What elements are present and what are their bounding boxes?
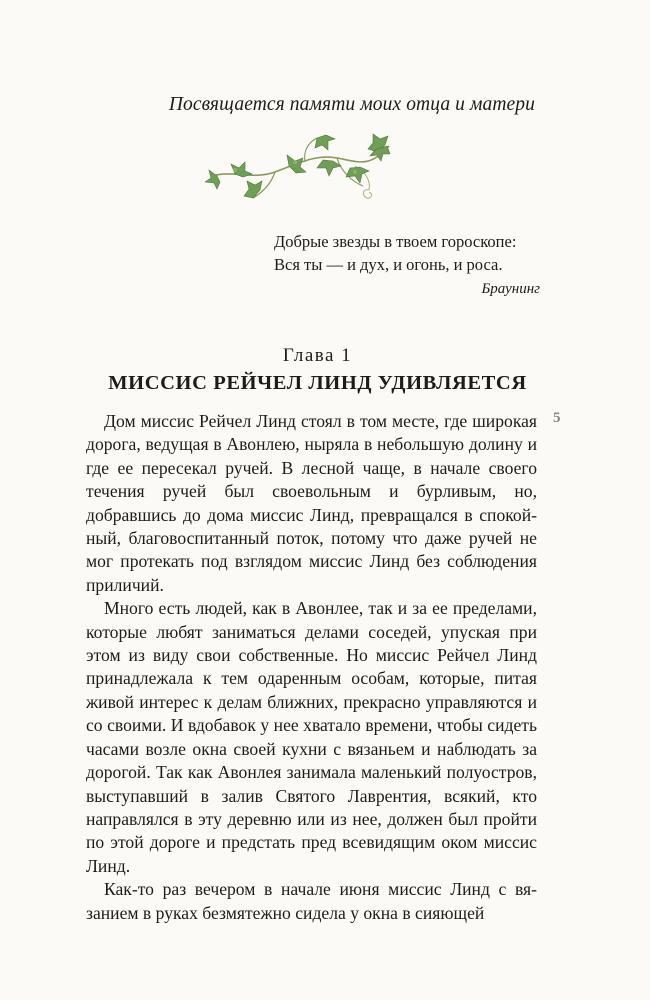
ivy-vine-ornament-icon	[205, 132, 395, 208]
paragraph: Много есть людей, как в Авонлее, так и за ее пределами, которые любят заниматься делами соседей, упуская при этом из виду свои собственные. Но миссис Рейчел Линд принадлежала к тем одаренным особам, которые, питая живой интерес к делам ближних, прекрасно управляются и со своими. И вдобавок у нее хватало времени, чтобы сидеть часами возле окна своей кухни с вязаньем и наблюдать за дорогой. Так как Авонлея занимала маленький полуостров, выступавший в залив Святого Лаврентия, всякий, кто направлялся в эту деревню или из нее, должен был пройти по этой дороге и предстать пред всевидящим оком миссис Линд.	[86, 598, 537, 876]
dedication: Посвящается памяти моих отца и матери	[168, 94, 535, 115]
epigraph	[274, 230, 544, 301]
paragraph: Как-то раз вечером в начале июня миссис Линд с вязанием в руках безмятежно сидела у окна в сияющей	[86, 879, 537, 923]
epigraph-line: Вся ты — и дух, и огонь, и роса.	[274, 255, 503, 274]
epigraph-line: Добрые звезды в твоем гороскопе:	[274, 232, 517, 251]
epigraph-author: Браунинг	[481, 281, 540, 297]
chapter-number: Глава 1	[282, 345, 353, 366]
chapter-body	[86, 410, 537, 925]
line-number-marker: 5	[553, 410, 561, 426]
paragraph: Дом миссис Рейчел Линд стоял в том месте, где широкая дорога, ведущая в Авонлею, ныряла в небольшую долину и где ее пересекал ручей. В лесной чаще, в начале своего течения ручей был своевольным и бурливым, но, добравшись до дома миссис Линд, превращался в спокойный, благовоспитанный поток, потому что даже ручей не мог протекать под взглядом миссис Линд без соблюдения приличий.	[86, 411, 537, 595]
chapter-title: МИССИС РЕЙЧЕЛ ЛИНД УДИВЛЯЕТСЯ	[108, 372, 527, 394]
